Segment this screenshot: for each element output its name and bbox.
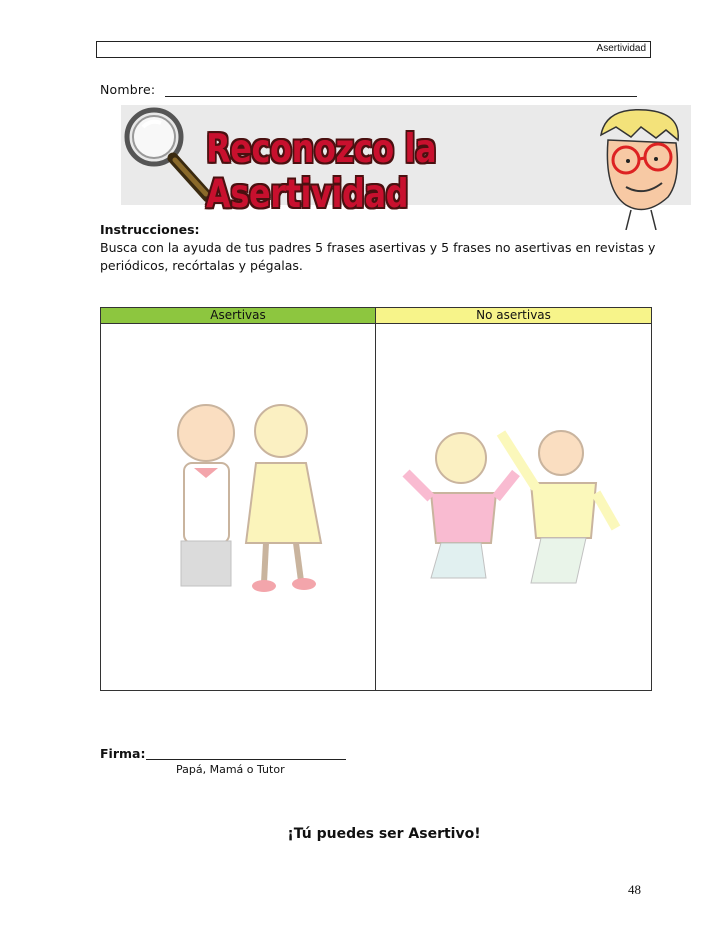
column-header-assertive: Asertivas [101, 308, 376, 324]
page-number: 48 [628, 882, 641, 897]
signature-row [100, 746, 145, 761]
banner [121, 105, 691, 230]
slogan-text: ¡Tú puedes ser Asertivo! [287, 826, 481, 842]
signature-field[interactable] [146, 759, 346, 760]
signature-subtitle: Papá, Mamá o Tutor [176, 763, 285, 776]
signature-label: Firma: [100, 746, 146, 761]
name-field[interactable] [165, 96, 637, 97]
header-label: Asertividad [596, 43, 646, 54]
instructions-text: Busca con la ayuda de tus padres 5 frases asertivas y 5 frases no asertivas en revistas y periódicos, recórtalas y pégalas. [100, 240, 656, 273]
phrases-table [100, 307, 652, 691]
column-header-non-assertive: No asertivas [376, 308, 651, 324]
column-divider [375, 324, 376, 690]
calm-children-illustration [156, 393, 346, 603]
instructions-label: Instrucciones: [100, 222, 200, 237]
fighting-children-illustration [401, 413, 621, 593]
boy-with-glasses-icon [586, 105, 686, 230]
header-box [96, 41, 651, 58]
name-label: Nombre: [100, 82, 156, 97]
banner-title: Reconozco la Asertividad [206, 127, 437, 217]
slogan [0, 826, 728, 842]
